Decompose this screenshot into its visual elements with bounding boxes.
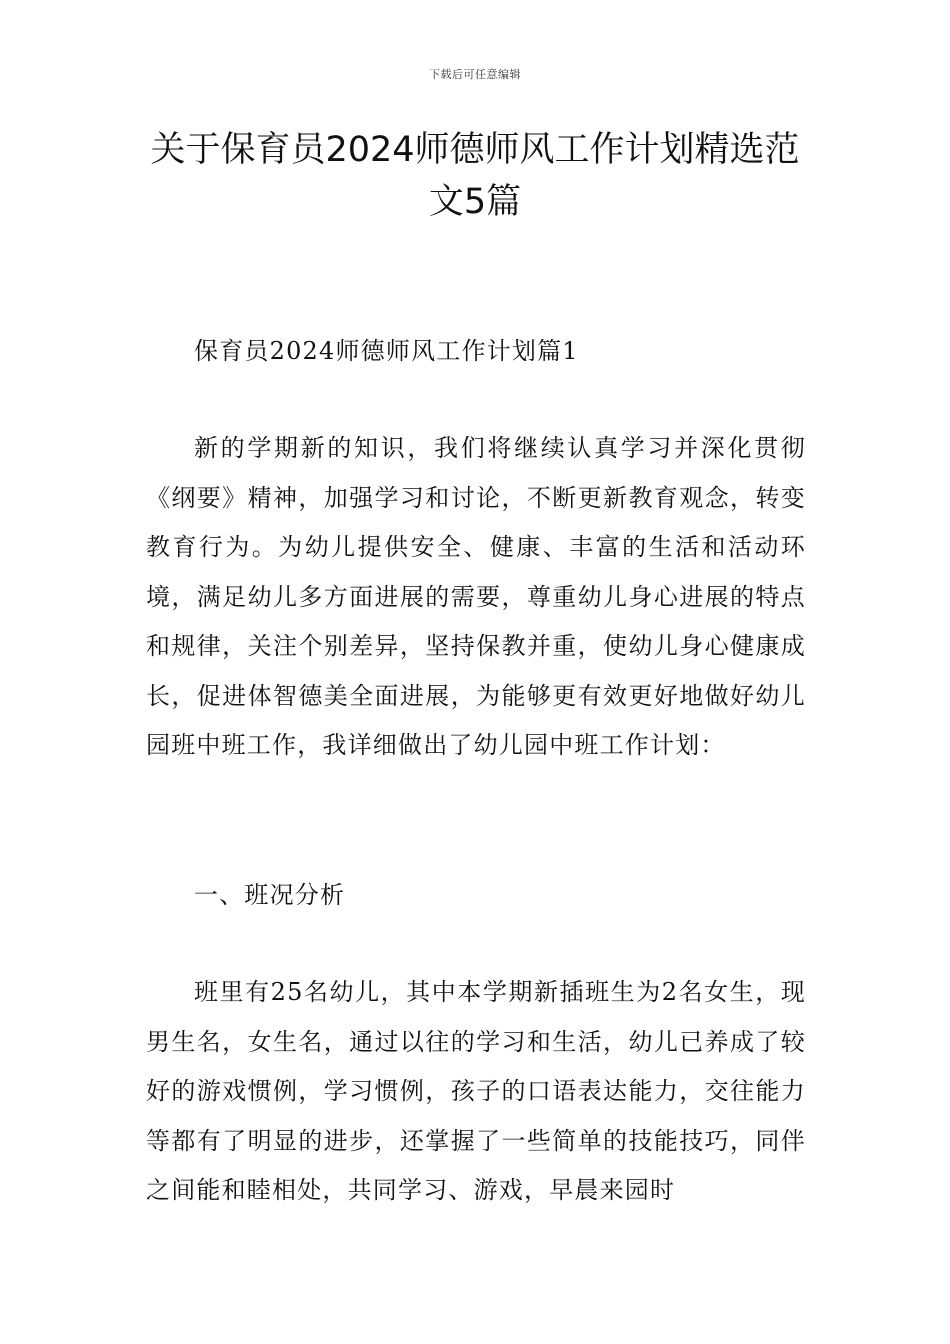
section-heading-class-analysis: 一、班况分析 [194,881,346,909]
article-subtitle: 保育员2024师德师风工作计划篇1 [194,337,579,365]
header-note: 下载后可任意编辑 [429,68,521,81]
paragraph-class-analysis: 班里有25名幼儿，其中本学期新插班生为2名女生，现男生名，女生名，通过以往的学习和生活，幼儿已养成了较好的游戏惯例，学习惯例，孩子的口语表达能力，交往能力等都有了明显的进步，还掌握了一些简单的技能技巧，同伴之间能和睦相处，共同学习、游戏，早晨来园时 [146,978,806,1204]
paragraph-intro: 新的学期新的知识，我们将继续认真学习并深化贯彻《纲要》精神，加强学习和讨论，不断更新教育观念，转变教育行为。为幼儿提供安全、健康、丰富的生活和活动环境，满足幼儿多方面进展的需要，尊重幼儿身心进展的特点和规律，关注个别差异，坚持保教并重，使幼儿身心健康成长，促进体智德美全面进展，为能够更有效更好地做好幼儿园班中班工作，我详细做出了幼儿园中班工作计划： [146,434,806,759]
document-title: 关于保育员2024师德师风工作计划精选范文5篇 [150,130,800,222]
